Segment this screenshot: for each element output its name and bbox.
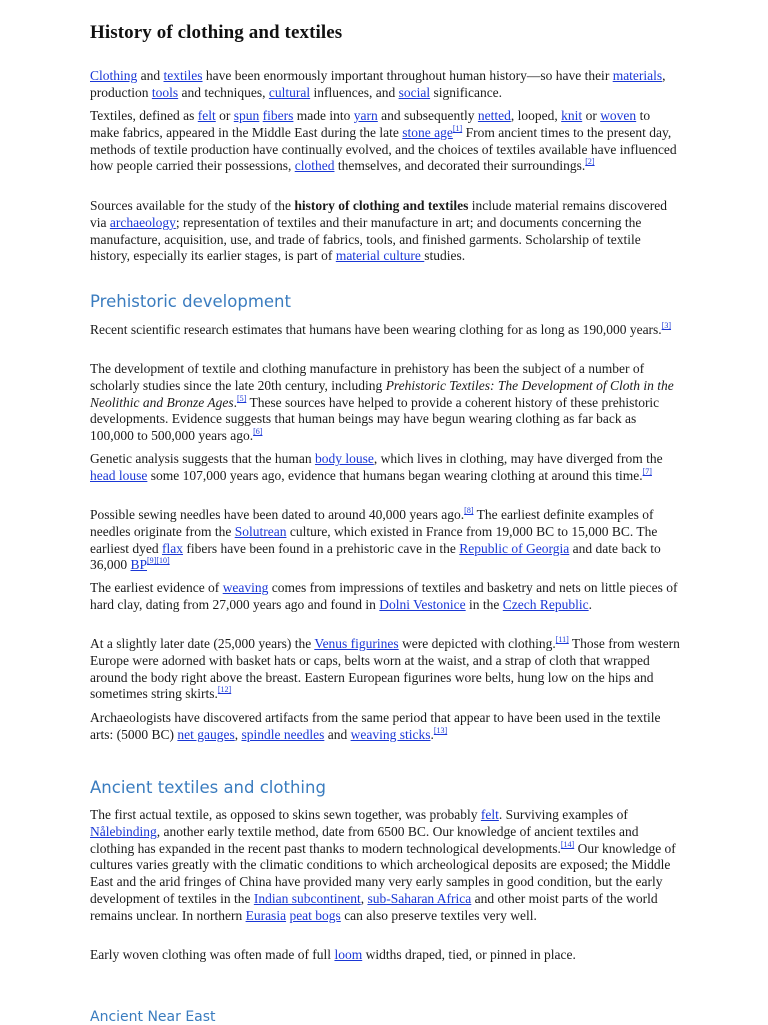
citation-link[interactable]: [13]: [433, 725, 448, 735]
link-venus-figurines[interactable]: Venus figurines: [314, 636, 399, 651]
prehistoric-paragraph-1: Recent scientific research estimates that humans have been wearing clothing for as long as 190,000 years.[3]: [90, 321, 672, 337]
link-flax[interactable]: flax: [161, 540, 183, 556]
link-sub-saharan-africa[interactable]: sub-Saharan Africa: [367, 890, 472, 906]
link-felt[interactable]: felt: [197, 108, 216, 123]
link-net-gauges[interactable]: net gauges: [177, 726, 235, 742]
link-bp[interactable]: BP: [130, 557, 148, 573]
intro-paragraph-2: Textiles, defined as felt or spun fibers made into yarn and subsequently netted, looped, knit or woven to make fabrics, appeared in the Middle East during the late stone age[1] From ancient times to the present day, methods of textile production have continually evolved, and the choices of textiles available have influenced how people carried their possessions, clothed themselves, and decorated their surroundings.[2]: [90, 108, 677, 174]
link-spindle-needles[interactable]: spindle needles: [241, 726, 325, 742]
citation-link[interactable]: [12]: [217, 685, 232, 695]
link-loom[interactable]: loom: [334, 947, 363, 962]
link-material-culture[interactable]: material culture: [335, 248, 425, 264]
citation-link[interactable]: [1]: [452, 123, 463, 133]
link-republic-of-georgia[interactable]: Republic of Georgia: [459, 540, 570, 556]
link-tools[interactable]: tools: [151, 84, 179, 100]
link-social[interactable]: social: [398, 84, 431, 100]
link-solutrean[interactable]: Solutrean: [234, 523, 287, 539]
link-clothed[interactable]: clothed: [294, 158, 335, 174]
link-archaeology[interactable]: archaeology: [109, 214, 176, 230]
link-knit[interactable]: knit: [561, 108, 583, 123]
link-indian-subcontinent[interactable]: Indian subcontinent: [253, 890, 361, 906]
link-fibers[interactable]: fibers: [262, 108, 294, 123]
prehistoric-paragraph-2: The development of textile and clothing manufacture in prehistory has been the subject of a number of scholarly studies since the late 20th century, including Prehistoric Textiles: The Development of Cloth in the Neolithic and Bronze Ages.[5] These sources have helped to provide a coherent history of these prehistoric developments. Evidence suggests that human beings may have begun wearing clothing as far back as 100,000 to 500,000 years ago.[6]: [90, 361, 674, 444]
intro-paragraph-3: Sources available for the study of the history of clothing and textiles include material remains discovered via archaeology; representation of textiles and their manufacture in art; and documents concerning the manufacture, acquisition, use, and trade of fabrics, tools, and finished garments. Scholarship of textile history, especially its earlier stages, is part of material culture studies.: [90, 198, 667, 264]
intro-paragraph-1: Clothing and textiles have been enormously important throughout human history—so have their materials, production tools and techniques, cultural influences, and social significance.: [90, 68, 666, 100]
page-title: History of clothing and textiles: [90, 22, 343, 43]
link-czech-republic[interactable]: Czech Republic: [502, 596, 589, 612]
citation-link[interactable]: [11]: [555, 635, 569, 644]
link-materials[interactable]: materials: [612, 68, 663, 83]
citation-link[interactable]: [3]: [661, 321, 672, 330]
prehistoric-paragraph-6: At a slightly later date (25,000 years) the Venus figurines were depicted with clothing.[11] Those from western Europe were adorned with basket hats or caps, belts worn at the waist, and a strap of cloth that wrapped around the body right above the breast. Eastern European figurines wore belts, hung low on the hips and sometimes string skirts.[12]: [90, 635, 680, 702]
citation-link[interactable]: [14]: [560, 839, 575, 849]
link-eurasia[interactable]: Eurasia: [245, 907, 287, 923]
link-netted[interactable]: netted: [477, 108, 511, 123]
section-heading-ancient-near-east: Ancient Near East: [90, 1009, 216, 1025]
citation-link[interactable]: [7]: [642, 466, 652, 476]
prehistoric-paragraph-5: The earliest evidence of weaving comes from impressions of textiles and basketry and nets on little pieces of hard clay, dating from 27,000 years ago and found in Dolni Vestonice in the Czech Republic.: [90, 580, 678, 612]
prehistoric-paragraph-3: Genetic analysis suggests that the human body louse, which lives in clothing, may have diverged from the head louse some 107,000 years ago, evidence that humans began wearing clothing at around this time.[7]: [90, 451, 663, 483]
link-yarn[interactable]: yarn: [353, 108, 378, 123]
prehistoric-paragraph-7: Archaeologists have discovered artifacts from the same period that appear to have been used in the textile arts: (5000 BC) net gauges, spindle needles and weaving sticks.[13]: [90, 710, 661, 742]
link-weaving[interactable]: weaving: [222, 580, 269, 595]
link-woven[interactable]: woven: [600, 108, 637, 123]
link-peat-bogs[interactable]: peat bogs: [289, 907, 341, 923]
link-textiles[interactable]: textiles: [163, 68, 203, 83]
link-nalebinding[interactable]: Nålebinding: [90, 823, 157, 839]
link-weaving-sticks[interactable]: weaving sticks: [350, 726, 431, 742]
link-head-louse[interactable]: head louse: [90, 467, 148, 483]
link-stone-age[interactable]: stone age: [402, 124, 453, 140]
section-heading-prehistoric: Prehistoric development: [90, 292, 291, 311]
link-spun[interactable]: spun: [233, 108, 260, 123]
link-dolni-vestonice[interactable]: Dolni Vestonice: [379, 596, 466, 612]
citation-link[interactable]: [9][10]: [147, 556, 170, 566]
section-heading-ancient: Ancient textiles and clothing: [90, 778, 326, 797]
link-cultural[interactable]: cultural: [268, 84, 311, 100]
ancient-paragraph-2: Early woven clothing was often made of full loom widths draped, tied, or pinned in place.: [90, 947, 576, 962]
ancient-paragraph-1: The first actual textile, as opposed to skins sewn together, was probably felt. Surviving examples of Nålebinding, another early textile method, date from 6500 BC. Our knowledge of ancient textiles and clothing has expanded in the recent past thanks to modern technological developments.[14] Our knowledge of cultures varies greatly with the climatic conditions to which archeological deposits are exposed; the Middle East and the arid fringes of China have provided many very early samples in good condition, but the early development of textiles in the Indian subcontinent, sub-Saharan Africa and other moist parts of the world remains unclear. In northern Eurasia peat bogs can also preserve textiles very well.: [90, 807, 676, 923]
link-body-louse[interactable]: body louse: [314, 451, 374, 466]
citation-link[interactable]: [5]: [236, 393, 247, 403]
citation-link[interactable]: [8]: [464, 506, 474, 515]
link-clothing[interactable]: Clothing: [90, 68, 138, 83]
citation-link[interactable]: [2]: [585, 157, 595, 167]
prehistoric-paragraph-4: Possible sewing needles have been dated to around 40,000 years ago.[8] The earliest definite examples of needles originate from the Solutrean culture, which existed in France from 19,000 BC to 15,000 BC. The earliest dyed flax fibers have been found in a prehistoric cave in the Republic of Georgia and date back to 36,000 BP[9][10]: [90, 506, 661, 573]
link-felt[interactable]: felt: [480, 807, 499, 822]
citation-link[interactable]: [6]: [253, 427, 263, 437]
